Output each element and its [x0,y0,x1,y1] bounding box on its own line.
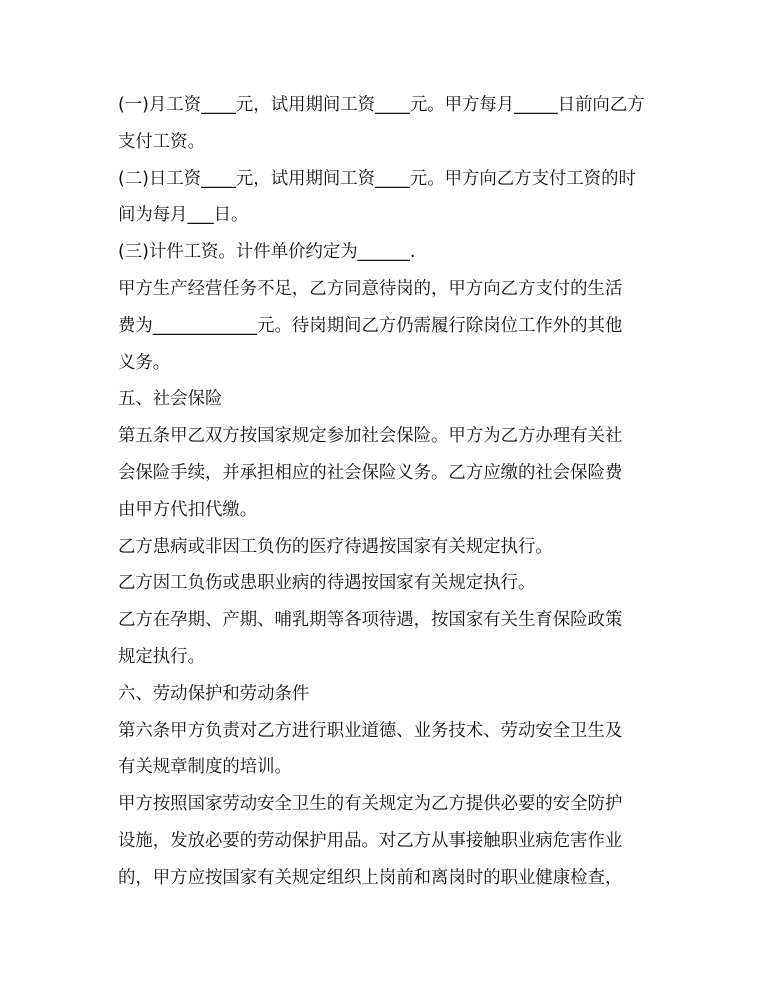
text-line: 甲方按照国家劳动安全卫生的有关规定为乙方提供必要的安全防护 [118,794,623,815]
text-line: 由甲方代扣代缴。 [118,499,258,520]
text-line: 规定执行。 [118,646,205,667]
text-line: 乙方因工负伤或患职业病的待遇按国家有关规定执行。 [118,573,536,594]
text-line: 第六条甲方负责对乙方进行职业道德、业务技术、劳动安全卫生及 [118,720,623,741]
text-line: (二)日工资____元，试用期间工资____元。甲方向乙方支付工资的时 [118,168,636,189]
section-heading: 五、社会保险 [118,389,223,410]
text-line: 会保险手续，并承担相应的社会保险义务。乙方应缴的社会保险费 [118,462,623,483]
text-line: (一)月工资____元，试用期间工资____元。甲方每月_____日前向乙方 [118,95,645,115]
text-line: 甲方生产经营任务不足，乙方同意待岗的，甲方向乙方支付的生活 [118,278,623,299]
text-line: 第五条甲乙双方按国家规定参加社会保险。甲方为乙方办理有关社 [118,426,623,447]
text-line: 的，甲方应按国家有关规定组织上岗前和离岗时的职业健康检查， [118,867,623,888]
text-line: 间为每月___日。 [118,205,249,226]
text-line: (三)计件工资。计件单价约定为______. [118,242,416,263]
text-line: 有关规章制度的培训。 [118,757,292,778]
text-line: 设施，发放必要的劳动保护用品。对乙方从事接触职业病危害作业 [118,830,623,851]
text-line: 乙方患病或非因工负伤的医疗待遇按国家有关规定执行。 [118,536,553,557]
text-line: 支付工资。 [118,131,205,152]
document-page [118,87,658,897]
section-heading: 六、劳动保护和劳动条件 [118,683,310,704]
text-line: 义务。 [118,352,171,373]
text-line: 乙方在孕期、产期、哺乳期等各项待遇，按国家有关生育保险政策 [118,610,623,631]
text-line: 费为____________元。待岗期间乙方仍需履行除岗位工作外的其他 [118,315,623,336]
